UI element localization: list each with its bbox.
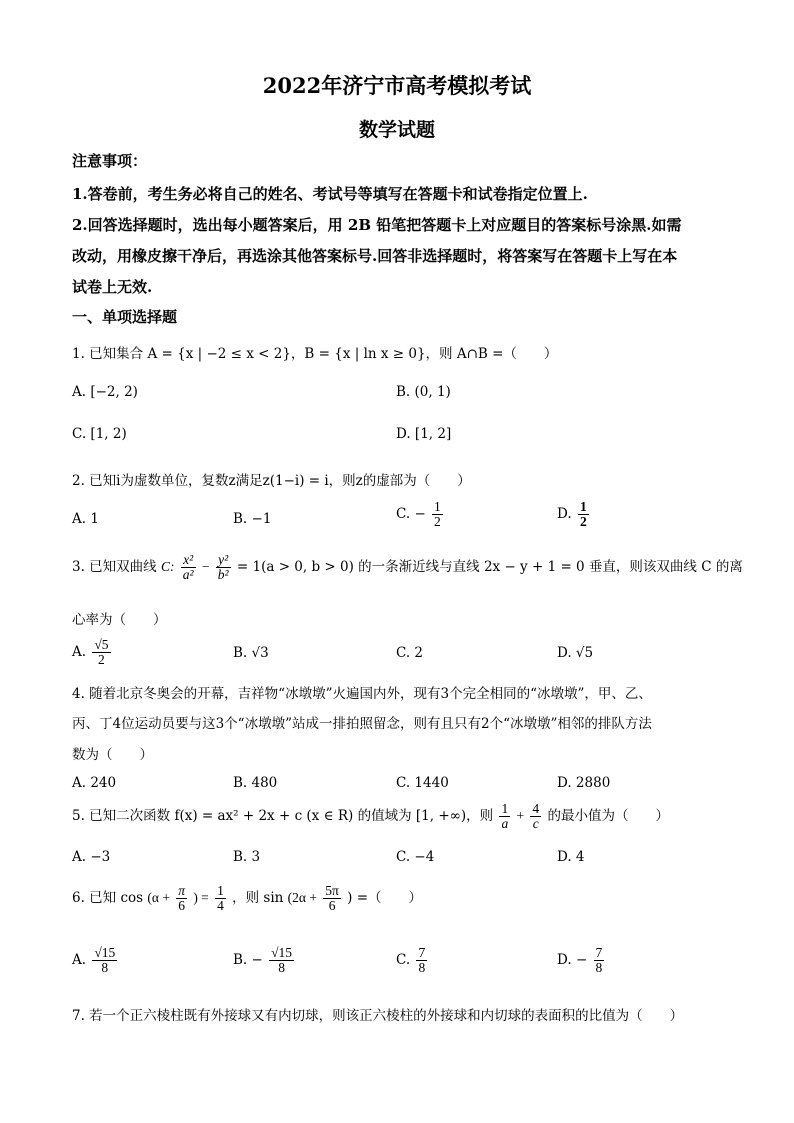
question-3-option-c: C. 2 bbox=[396, 645, 424, 661]
question-5-option-c: C. −4 bbox=[396, 849, 435, 865]
question-5-option-d: D. 4 bbox=[557, 849, 585, 865]
question-3-option-b: B. √3 bbox=[233, 645, 269, 661]
exam-title: 2022年济宁市高考模拟考试 bbox=[262, 73, 532, 98]
fraction bbox=[432, 500, 443, 529]
notice-item-1: 1.答卷前，考生务必将自己的姓名、考试号等填写在答题卡和试卷指定位置上. bbox=[72, 185, 588, 203]
question-1-option-b: B. (0, 1) bbox=[396, 384, 451, 400]
question-2-option-b: B. −1 bbox=[233, 511, 272, 527]
denominator: 4 bbox=[217, 898, 224, 914]
denominator: 2 bbox=[434, 514, 441, 530]
stem-suffix: ) =（ ） bbox=[347, 890, 423, 907]
stem-suffix: = 1(a > 0, b > 0) 的一条渐近线与直线 2x − y + 1 = 0 垂直，则该双曲线 C 的离 bbox=[236, 559, 743, 576]
denominator: 2 bbox=[579, 514, 587, 530]
stem-prefix: 5. 已知二次函数 f(x) = ax² + 2x + c (x ∈ R) 的值域为 [1, +∞)，则 bbox=[72, 808, 494, 825]
denominator: 6 bbox=[328, 898, 336, 914]
option-letter: D. bbox=[557, 952, 572, 969]
question-6-stem bbox=[72, 884, 422, 913]
denominator: a bbox=[501, 816, 509, 832]
numerator: x² bbox=[181, 553, 196, 568]
fraction bbox=[216, 553, 231, 582]
question-6-option-c bbox=[396, 946, 429, 975]
section-title: 一、单项选择题 bbox=[72, 308, 178, 326]
denominator: 6 bbox=[178, 898, 185, 914]
question-2-option-c bbox=[396, 500, 445, 529]
numerator: √15 bbox=[271, 945, 293, 960]
question-6-option-d bbox=[557, 946, 606, 975]
question-3-option-a bbox=[72, 638, 113, 667]
exam-subtitle: 数学试题 bbox=[358, 119, 435, 141]
minus-sign: − bbox=[414, 506, 426, 523]
question-3-stem bbox=[72, 553, 743, 582]
question-7-stem: 7. 若一个正六棱柱既有外接球又有内切球，则该正六棱柱的外接球和内切球的表面积的比值为（ ） bbox=[72, 1008, 684, 1024]
numerator: π bbox=[178, 883, 186, 898]
question-1-option-c: C. [1, 2) bbox=[72, 426, 127, 442]
numerator: 1 bbox=[434, 499, 441, 514]
question-1-stem: 1. 已知集合 A = {x | −2 ≤ x < 2}，B = {x | ln x ≥ 0}，则 A∩B =（ ） bbox=[72, 346, 558, 362]
question-6-option-a bbox=[72, 946, 119, 975]
option-letter: C. bbox=[396, 952, 411, 969]
fraction bbox=[176, 884, 187, 913]
denominator: 8 bbox=[101, 960, 109, 976]
question-1-option-a: A. [−2, 2) bbox=[72, 384, 138, 400]
stem-prefix: 6. 已知 cos bbox=[72, 890, 144, 907]
minus-sign: − bbox=[251, 952, 263, 969]
fraction bbox=[215, 884, 226, 913]
option-letter: D. bbox=[557, 506, 572, 523]
option-letter: C. bbox=[396, 506, 411, 523]
denominator: c bbox=[532, 816, 539, 832]
numerator: y² bbox=[216, 553, 231, 568]
numerator: 1 bbox=[579, 499, 587, 514]
numerator: 7 bbox=[418, 945, 426, 960]
numerator: 1 bbox=[501, 801, 509, 816]
notice-heading: 注意事项： bbox=[72, 152, 148, 170]
numerator: 4 bbox=[532, 801, 540, 816]
question-2-option-a: A. 1 bbox=[72, 511, 99, 527]
fraction bbox=[92, 638, 110, 667]
question-4-option-a: A. 240 bbox=[72, 775, 117, 791]
stem-middle: ，则 sin bbox=[232, 890, 284, 907]
denominator: 2 bbox=[98, 652, 105, 668]
fraction bbox=[578, 500, 589, 529]
paren-open: (α + bbox=[147, 890, 170, 906]
fraction bbox=[181, 553, 196, 582]
notice-item-2-line-2: 改动，用橡皮擦干净后，再选涂其他答案标号.回答非选择题时，将答案写在答题卡上写在本 bbox=[72, 247, 678, 265]
question-4-stem-line-2: 丙、丁4位运动员要与这3个“冰墩墩”站成一排拍照留念，则有且只有2个“冰墩墩”相邻的排队方法 bbox=[72, 716, 652, 732]
denominator: a² bbox=[182, 567, 194, 583]
question-5-option-a: A. −3 bbox=[72, 849, 111, 865]
question-4-stem-line-3: 数为（ ） bbox=[72, 747, 153, 763]
question-5-stem bbox=[72, 802, 669, 831]
fraction bbox=[416, 946, 427, 975]
fraction bbox=[530, 802, 541, 831]
question-4-stem-line-1: 4. 随着北京冬奥会的开幕，吉祥物“冰墩墩”火遍国内外，现有3个完全相同的“冰墩墩”，甲、乙、 bbox=[72, 686, 652, 702]
plus-sign: + bbox=[516, 808, 525, 824]
question-3-option-d: D. √5 bbox=[557, 645, 594, 661]
notice-item-2-line-3: 试卷上无效. bbox=[72, 278, 153, 296]
fraction bbox=[499, 802, 510, 831]
numerator: 1 bbox=[217, 883, 224, 898]
question-5-option-b: B. 3 bbox=[233, 849, 261, 865]
fraction bbox=[323, 884, 341, 913]
question-4-option-c: C. 1440 bbox=[396, 775, 449, 791]
denominator: 8 bbox=[595, 960, 603, 976]
numerator: 5π bbox=[325, 883, 339, 898]
numerator: √5 bbox=[94, 637, 109, 652]
numerator: √15 bbox=[94, 945, 116, 960]
denominator: b² bbox=[217, 567, 229, 583]
question-1-option-d: D. [1, 2] bbox=[396, 426, 452, 442]
question-2-stem: 2. 已知i为虚数单位，复数z满足z(1−i) = i，则z的虚部为（ ） bbox=[72, 473, 471, 489]
paren-close: ) = bbox=[193, 890, 209, 906]
question-6-option-b bbox=[233, 946, 296, 975]
option-letter: A. bbox=[72, 952, 87, 969]
question-3-stem-line-2: 心率为（ ） bbox=[72, 612, 167, 628]
numerator: 7 bbox=[595, 945, 603, 960]
minus-sign: − bbox=[575, 952, 588, 969]
curve-name: C: bbox=[160, 559, 175, 575]
fraction bbox=[92, 946, 117, 975]
fraction bbox=[269, 946, 294, 975]
question-4-option-b: B. 480 bbox=[233, 775, 278, 791]
denominator: 8 bbox=[418, 960, 426, 976]
option-letter: A. bbox=[72, 644, 87, 661]
fraction bbox=[594, 946, 605, 975]
question-4-option-d: D. 2880 bbox=[557, 775, 611, 791]
stem-prefix: 3. 已知双曲线 bbox=[72, 559, 157, 576]
notice-item-2-line-1: 2.回答选择题时，选出每小题答案后，用 2B 铅笔把答题卡上对应题目的答案标号涂黑.如需 bbox=[72, 216, 682, 234]
paren-open: (2α + bbox=[287, 890, 317, 906]
option-letter: B. bbox=[233, 952, 248, 969]
minus-sign: − bbox=[201, 559, 210, 575]
denominator: 8 bbox=[278, 960, 285, 976]
question-2-option-d bbox=[557, 500, 591, 529]
stem-suffix: 的最小值为（ ） bbox=[547, 808, 669, 825]
